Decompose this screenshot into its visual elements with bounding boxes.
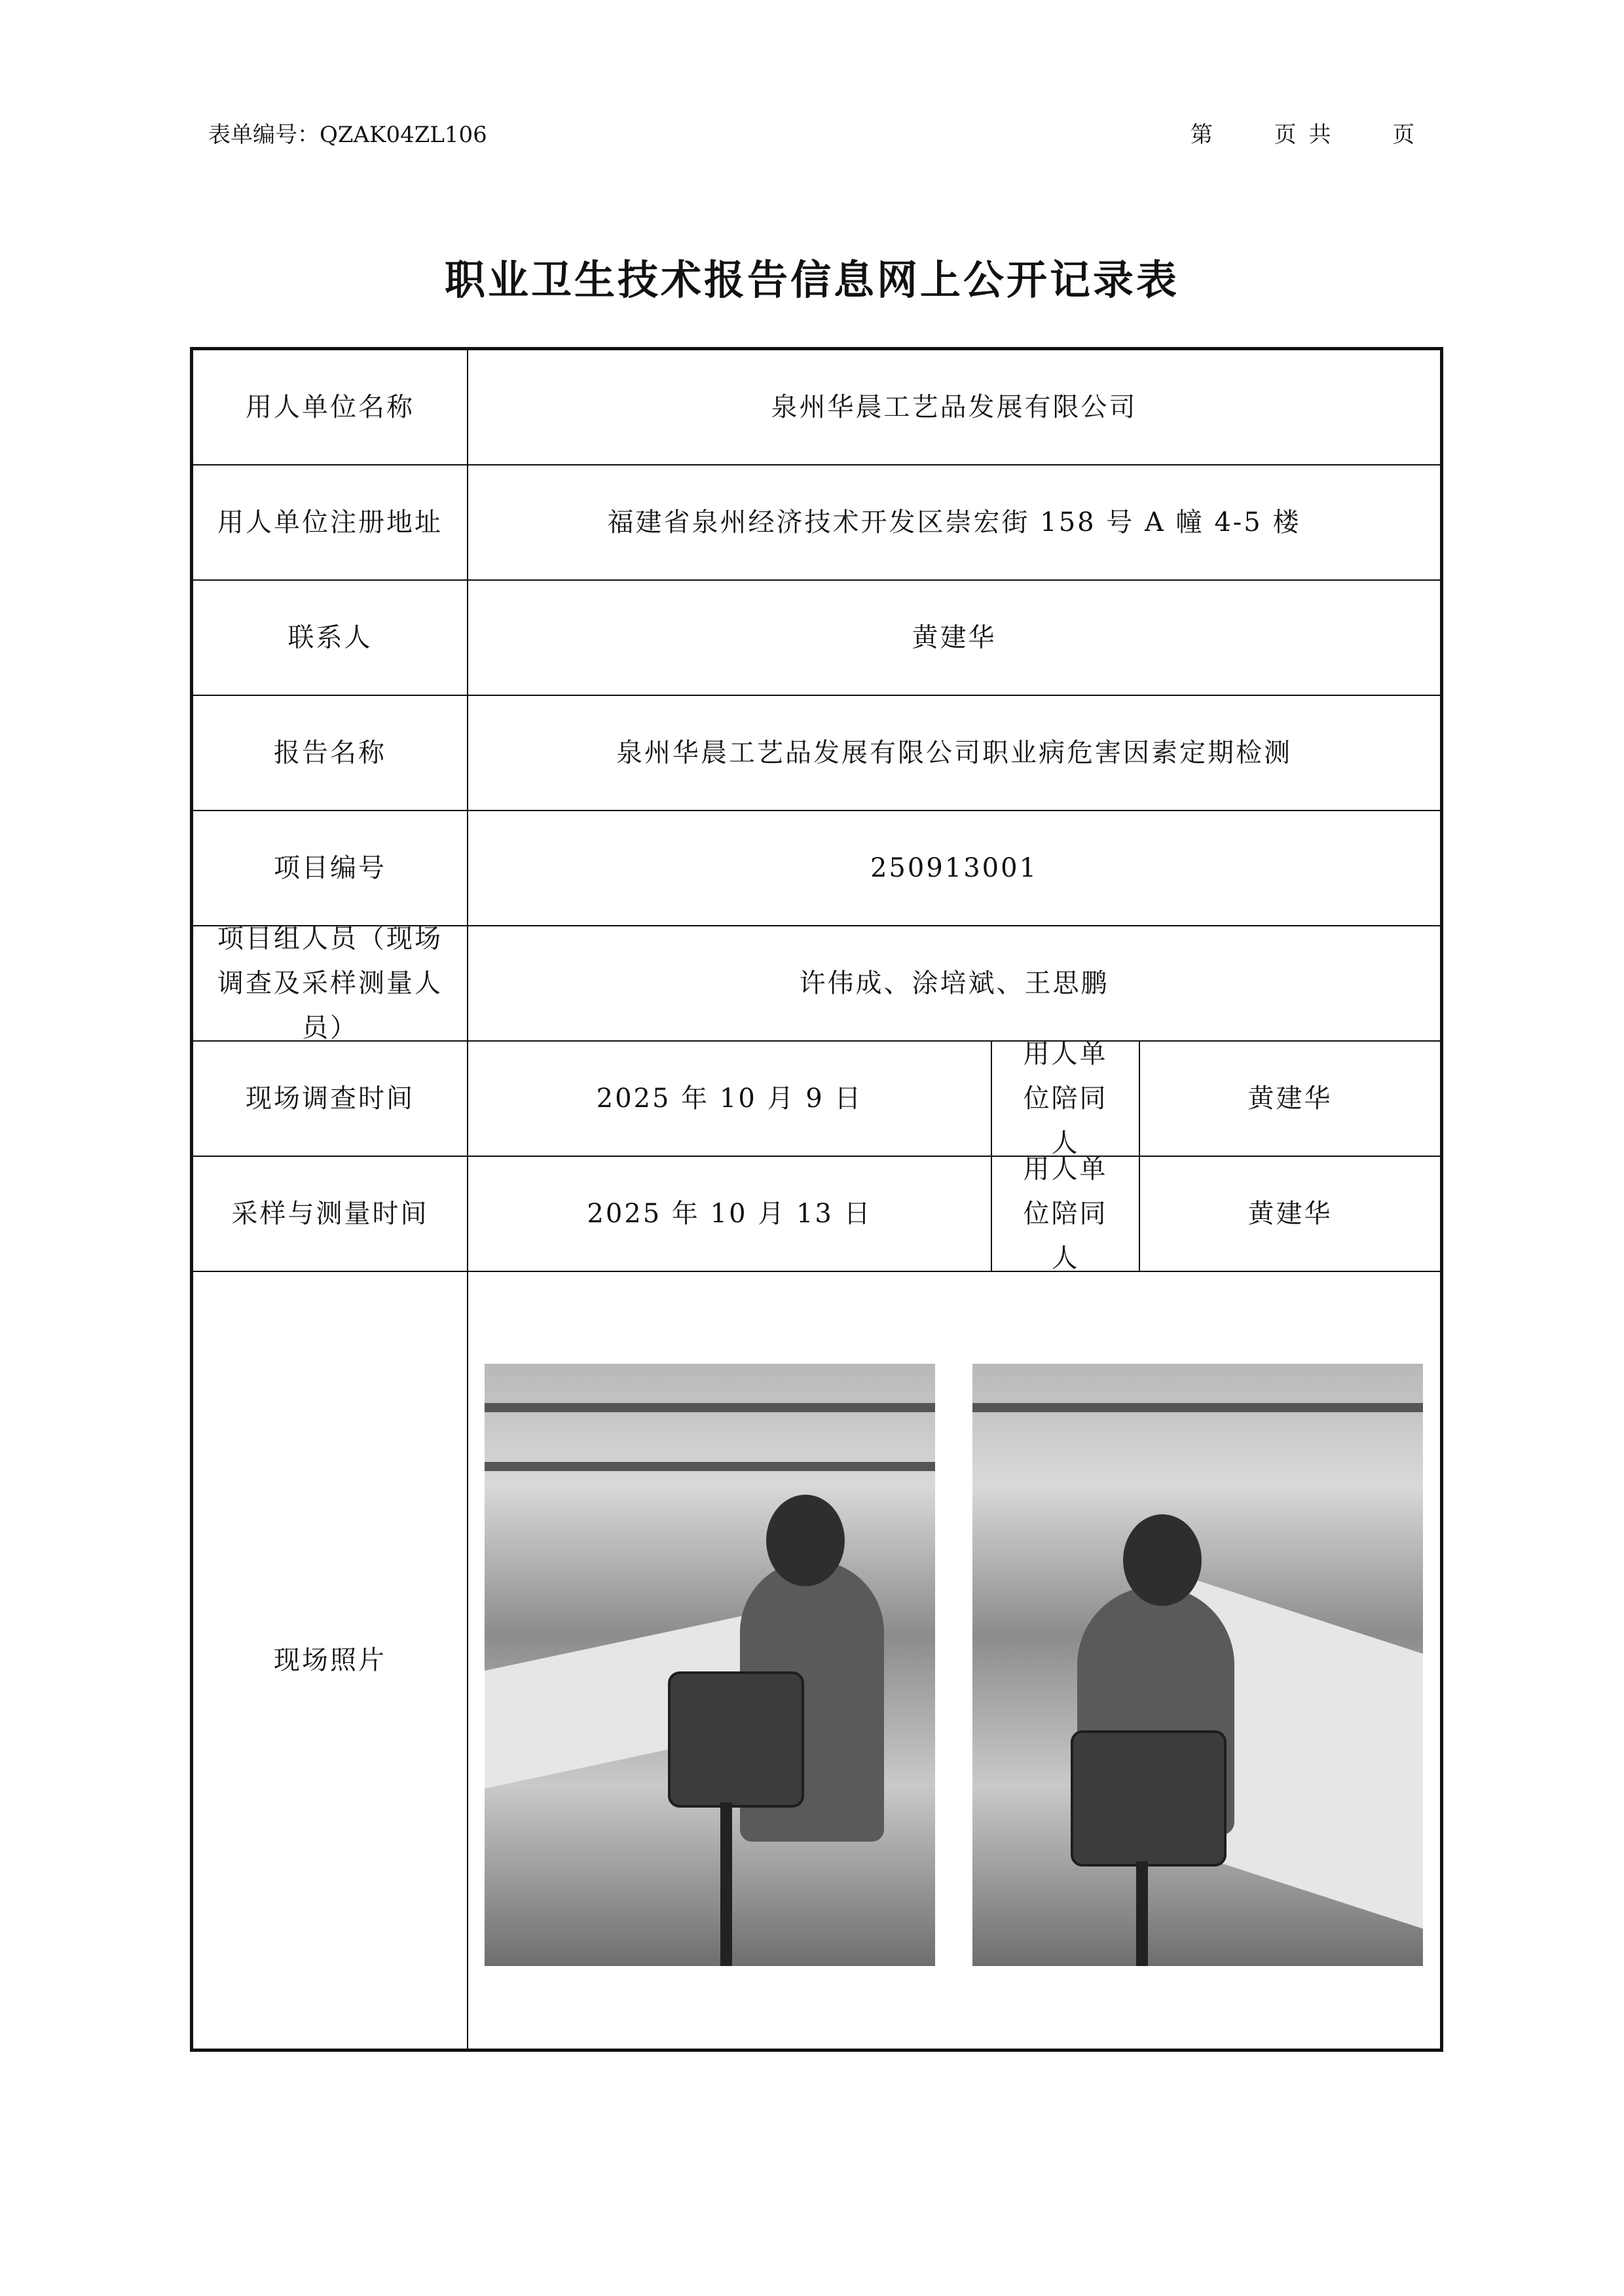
record-table [190, 347, 1443, 2052]
row-report-name [193, 696, 1440, 811]
row-employer-name [193, 350, 1440, 465]
page-ye: 页 [1274, 122, 1299, 148]
label-sampling-time: 采样与测量时间 [193, 1157, 468, 1271]
page-gong: 共 [1308, 122, 1334, 148]
label-photos: 现场照片 [193, 1272, 468, 2049]
site-photo-1 [485, 1364, 935, 1966]
label-employer-address: 用人单位注册地址 [193, 465, 468, 579]
page-di: 第 [1190, 122, 1215, 148]
value-report-name: 泉州华晨工艺品发展有限公司职业病危害因素定期检测 [616, 738, 1292, 768]
label-survey-time: 现场调查时间 [193, 1042, 468, 1156]
row-project-team [193, 926, 1440, 1042]
row-project-no [193, 811, 1440, 926]
label-sampling-companion: 用人单位陪同人 [992, 1157, 1140, 1271]
value-survey-time: 2025 年 10 月 9 日 [468, 1042, 992, 1156]
value-employer-address: 福建省泉州经济技术开发区崇宏街 158 号 A 幢 4-5 楼 [607, 507, 1301, 538]
row-sampling-time [193, 1154, 1440, 1273]
value-project-no: 250913001 [870, 853, 1039, 883]
label-employer-name: 用人单位名称 [193, 350, 468, 464]
label-project-team: 项目组人员（现场调查及采样测量人员） [193, 926, 468, 1040]
value-contact: 黄建华 [912, 623, 997, 653]
row-employer-address [193, 465, 1440, 581]
page-counter [1190, 117, 1417, 149]
value-sampling-time: 2025 年 10 月 13 日 [468, 1157, 992, 1271]
label-survey-companion: 用人单位陪同人 [992, 1042, 1140, 1156]
label-contact: 联系人 [193, 581, 468, 695]
photos-area [468, 1272, 1440, 2049]
row-survey-time [193, 1039, 1440, 1158]
row-photos [193, 1272, 1440, 2049]
value-sampling-companion: 黄建华 [1247, 1199, 1333, 1229]
page-ye2: 页 [1392, 122, 1418, 148]
label-project-no: 项目编号 [193, 811, 468, 925]
value-employer-name: 泉州华晨工艺品发展有限公司 [771, 392, 1137, 422]
document-title: 职业卫生技术报告信息网上公开记录表 [444, 256, 1179, 304]
value-survey-companion: 黄建华 [1247, 1084, 1333, 1114]
label-report-name: 报告名称 [193, 696, 468, 810]
site-photo-2 [972, 1364, 1423, 1966]
value-project-team: 许伟成、涂培斌、王思鹏 [799, 968, 1109, 998]
row-contact [193, 581, 1440, 696]
form-number: 表单编号：QZAK04ZL106 [208, 122, 487, 148]
